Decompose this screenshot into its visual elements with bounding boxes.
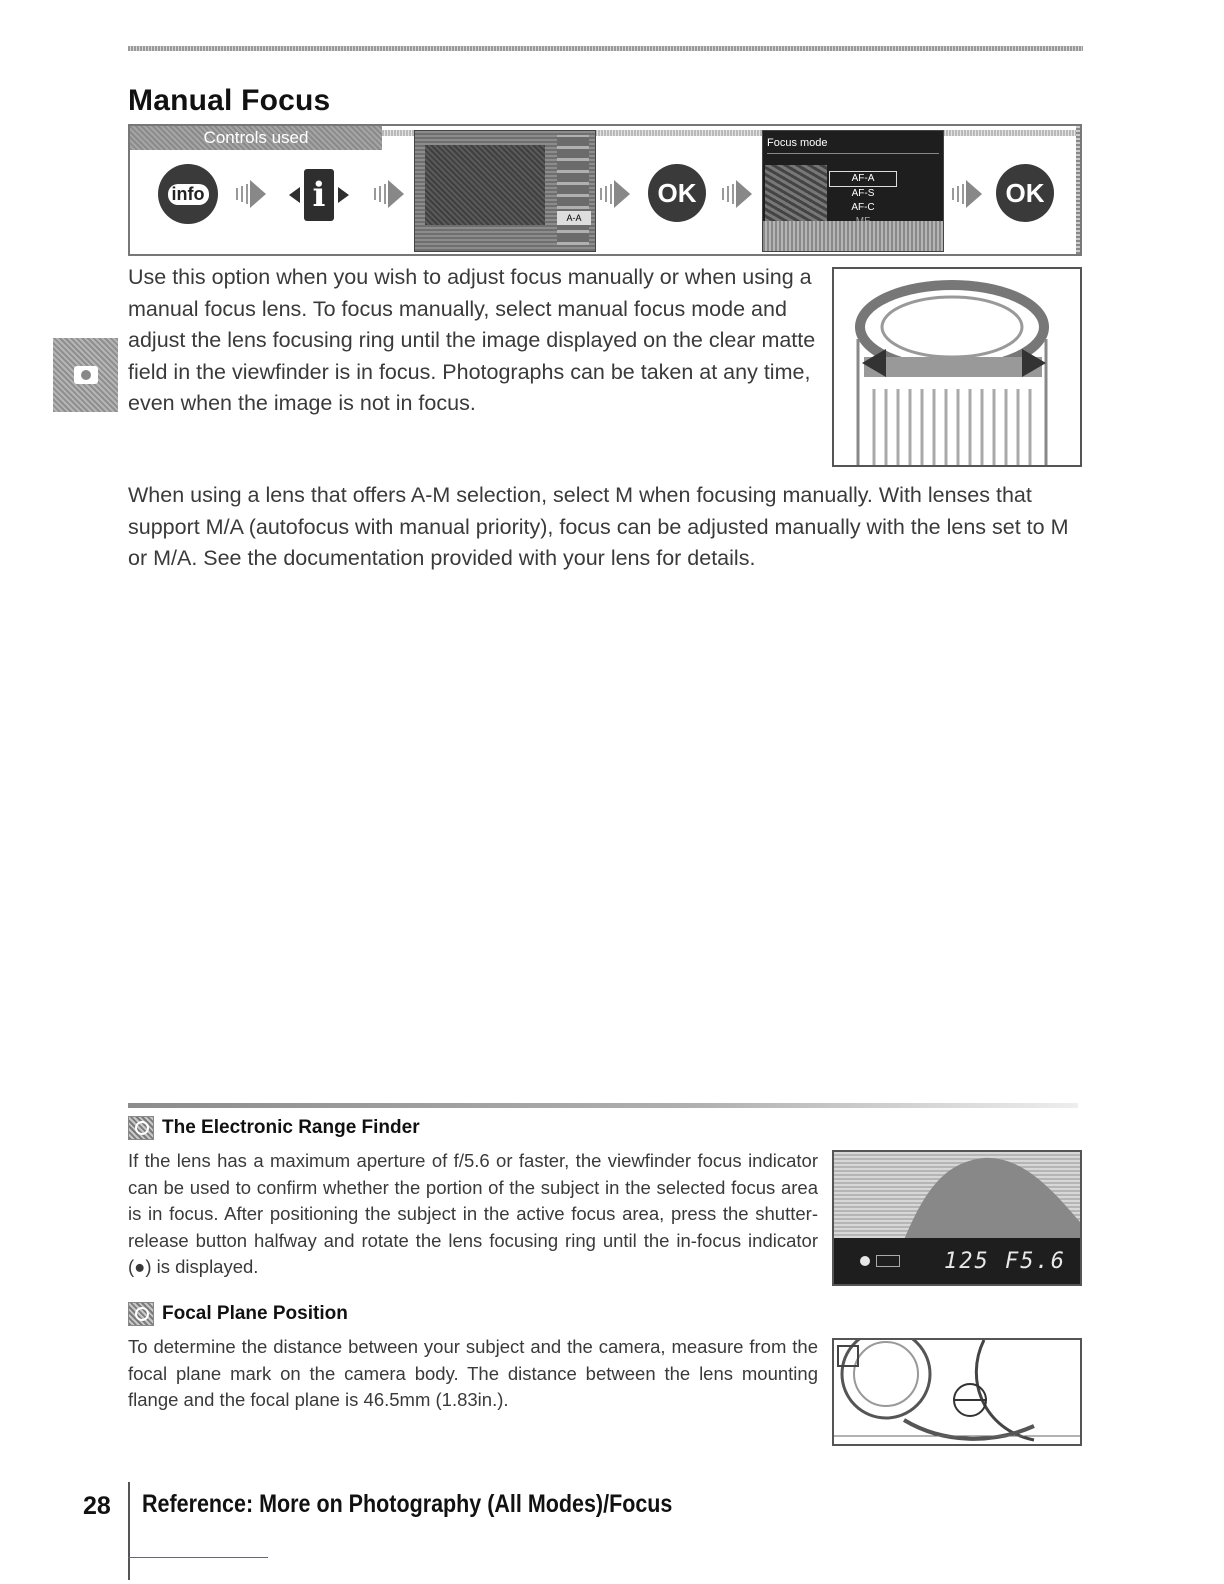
intro-paragraph: Use this option when you wish to adjust focus manually or when using a manual focus lens. To focus manually, select manual focus mode and adjust the lens focusing ring until the image displayed on the clear matte field in the viewfinder is in focus. Photographs can be taken at any time, even when the image is not in focus. xyxy=(128,265,816,415)
controls-used-label: Controls used xyxy=(130,126,382,150)
metering-icon xyxy=(876,1255,900,1267)
note-text-focal-plane: To determine the distance between your subject and the camera, measure from the focal plane mark on the camera body. The distance between the lens mounting flange and the focal plane is 46.5mm (1.83in.). xyxy=(128,1336,818,1410)
ok-button-icon: OK xyxy=(996,164,1054,222)
lens-focus-ring-illustration xyxy=(832,267,1082,467)
display-side-icons xyxy=(557,135,589,245)
focus-mode-menu-title: Focus mode xyxy=(767,137,828,149)
footer-divider xyxy=(128,1482,130,1580)
info-button-icon: info xyxy=(158,164,218,224)
lens-am-paragraph: When using a lens that offers A-M selection, select M when focusing manually. With lenses that support M/A (autofocus with manual priority), focus can be adjusted manually with the lens set to M or M/A. See the documentation provided with your lens for details. xyxy=(128,483,1069,570)
controls-used-strip xyxy=(128,124,1082,256)
chapter-title: Reference: More on Photography (All Modes)/Focus xyxy=(142,1490,673,1518)
info-display-screenshot xyxy=(414,130,596,252)
i-button-icon: i xyxy=(286,166,352,224)
notes-divider xyxy=(128,1103,1078,1108)
section-title: Manual Focus xyxy=(128,84,331,117)
top-rule xyxy=(128,46,1083,51)
display-image xyxy=(425,145,545,225)
note-heading-range-finder: The Electronic Range Finder xyxy=(128,1116,420,1140)
focal-plane-mark-illustration xyxy=(832,1338,1082,1446)
note-icon xyxy=(128,1302,154,1326)
focus-option: AF-A xyxy=(829,171,897,187)
viewfinder-info-bar xyxy=(834,1238,1080,1284)
arrow-right-icon xyxy=(372,176,408,212)
note-heading-focal-plane: Focal Plane Position xyxy=(128,1302,348,1326)
camera-section-tab xyxy=(53,338,118,412)
menu-thumbnail xyxy=(765,165,827,221)
camera-icon xyxy=(74,366,98,384)
arrow-right-icon xyxy=(720,176,756,212)
arrow-right-icon xyxy=(598,176,634,212)
arrow-right-icon xyxy=(950,176,986,212)
viewfinder-illustration xyxy=(832,1150,1082,1286)
arrow-right-icon xyxy=(234,176,270,212)
ok-button-icon: OK xyxy=(648,164,706,222)
page-number: 28 xyxy=(83,1492,111,1520)
note-icon xyxy=(128,1116,154,1140)
focus-option: AF-S xyxy=(851,188,875,199)
focus-mode-setting: A-A xyxy=(557,211,591,225)
focus-mode-menu-screenshot xyxy=(762,130,944,252)
shutter-aperture-readout: 125 F5.6 xyxy=(944,1248,1066,1274)
in-focus-indicator-icon xyxy=(860,1256,870,1266)
focus-option: AF-C xyxy=(851,202,875,213)
note-text-range-finder: If the lens has a maximum aperture of f/5.6 or faster, the viewfinder focus indicator can be used to confirm whether the portion of the subject in the selected focus area is in focus. After positioning the subject in the active focus area, press the shutter-release button halfway and rotate the lens focusing ring until the in-focus indicator (●) is displayed. xyxy=(128,1150,818,1277)
